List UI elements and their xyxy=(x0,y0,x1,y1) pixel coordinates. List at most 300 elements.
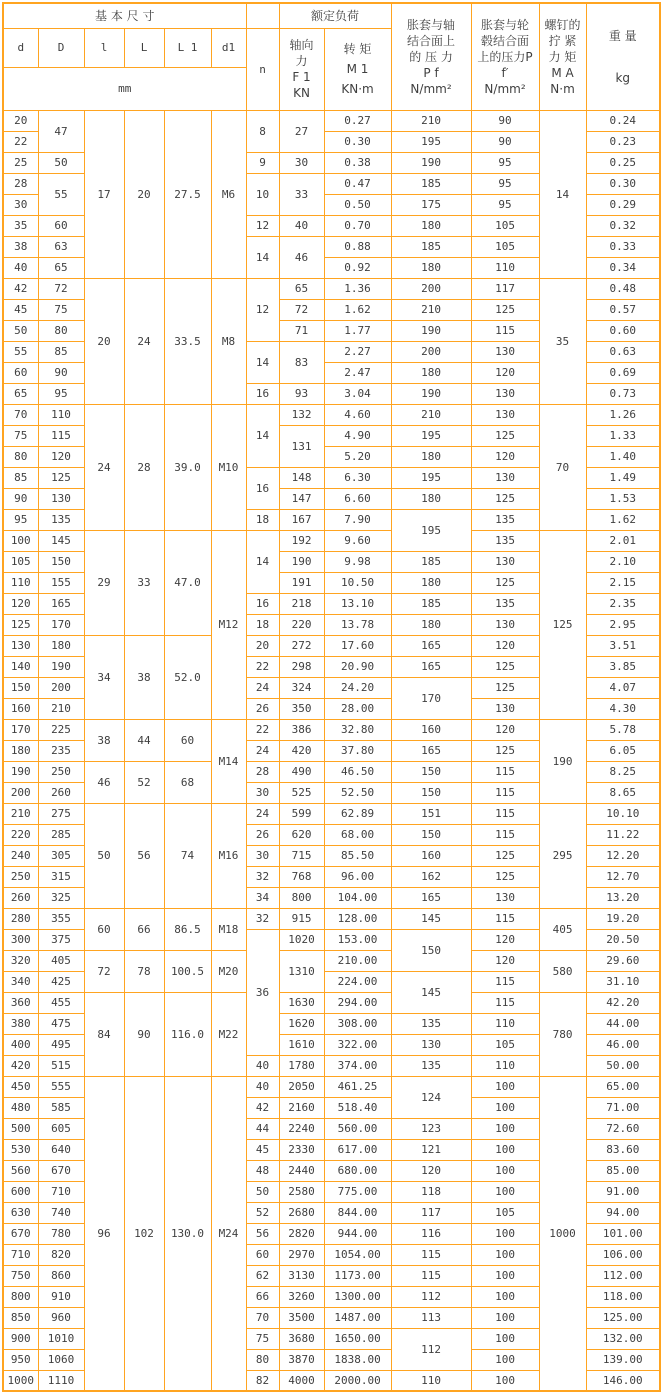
cell-Pf: 120 xyxy=(391,1160,471,1181)
cell-d: 85 xyxy=(3,467,38,488)
cell-l: 20 xyxy=(84,278,124,404)
cell-d: 480 xyxy=(3,1097,38,1118)
cell-L: 20 xyxy=(124,110,164,278)
cell-Pf-hub: 95 xyxy=(471,152,539,173)
header-line: 轴向 xyxy=(289,38,314,52)
cell-Pf-hub: 90 xyxy=(471,110,539,131)
cell-F1: 218 xyxy=(279,593,324,614)
cell-l: 84 xyxy=(84,992,124,1076)
cell-n: 24 xyxy=(246,677,279,698)
cell-kg: 112.00 xyxy=(586,1265,660,1286)
cell-kg: 0.33 xyxy=(586,236,660,257)
cell-Pf-hub: 95 xyxy=(471,173,539,194)
cell-Pf-hub: 110 xyxy=(471,1013,539,1034)
cell-Pf-hub: 130 xyxy=(471,698,539,719)
cell-Pf: 135 xyxy=(391,1013,471,1034)
cell-D: 355 xyxy=(38,908,84,929)
cell-kg: 2.35 xyxy=(586,593,660,614)
cell-kg: 31.10 xyxy=(586,971,660,992)
cell-L1: 52.0 xyxy=(164,635,211,719)
cell-d: 35 xyxy=(3,215,38,236)
cell-D: 275 xyxy=(38,803,84,824)
cell-Pf: 165 xyxy=(391,656,471,677)
cell-F1: 1020 xyxy=(279,929,324,950)
cell-F1: 132 xyxy=(279,404,324,425)
table-row xyxy=(3,1076,660,1097)
cell-D: 145 xyxy=(38,530,84,551)
cell-M1: 2.27 xyxy=(324,341,391,362)
cell-F1: 131 xyxy=(279,425,324,467)
cell-d: 400 xyxy=(3,1034,38,1055)
cell-F1: 324 xyxy=(279,677,324,698)
cell-kg: 71.00 xyxy=(586,1097,660,1118)
cell-Pf-hub: 100 xyxy=(471,1097,539,1118)
cell-Pf-hub: 95 xyxy=(471,194,539,215)
cell-D: 55 xyxy=(38,173,84,215)
cell-Pf-hub: 125 xyxy=(471,488,539,509)
cell-D: 740 xyxy=(38,1202,84,1223)
cell-M1: 153.00 xyxy=(324,929,391,950)
table-body xyxy=(3,110,660,1391)
cell-n: 80 xyxy=(246,1349,279,1370)
cell-M1: 210.00 xyxy=(324,950,391,971)
cell-D: 85 xyxy=(38,341,84,362)
header-line: M 1 xyxy=(346,62,369,76)
cell-kg: 1.49 xyxy=(586,467,660,488)
cell-Pf-hub: 130 xyxy=(471,467,539,488)
cell-kg: 101.00 xyxy=(586,1223,660,1244)
cell-d: 180 xyxy=(3,740,38,761)
cell-D: 710 xyxy=(38,1181,84,1202)
cell-F1: 191 xyxy=(279,572,324,593)
cell-kg: 0.24 xyxy=(586,110,660,131)
cell-d: 45 xyxy=(3,299,38,320)
cell-kg: 4.07 xyxy=(586,677,660,698)
header-line: P f xyxy=(423,65,439,80)
cell-Pf-hub: 125 xyxy=(471,845,539,866)
cell-D: 860 xyxy=(38,1265,84,1286)
cell-Pf-hub: 125 xyxy=(471,866,539,887)
cell-MA: 190 xyxy=(539,719,586,803)
cell-Pf-hub: 110 xyxy=(471,257,539,278)
cell-Pf: 112 xyxy=(391,1328,471,1370)
header-col-L1: L 1 xyxy=(164,28,211,67)
cell-kg: 0.25 xyxy=(586,152,660,173)
cell-n: 16 xyxy=(246,467,279,509)
cell-Pf-hub: 125 xyxy=(471,677,539,698)
cell-F1: 2820 xyxy=(279,1223,324,1244)
cell-d1: M12 xyxy=(211,530,246,719)
header-line: N/mm² xyxy=(410,81,452,96)
cell-Pf-hub: 120 xyxy=(471,719,539,740)
cell-L: 33 xyxy=(124,530,164,635)
cell-M1: 1650.00 xyxy=(324,1328,391,1349)
cell-Pf: 185 xyxy=(391,551,471,572)
cell-F1: 40 xyxy=(279,215,324,236)
header-line: F 1 xyxy=(292,70,311,84)
cell-Pf-hub: 130 xyxy=(471,383,539,404)
cell-kg: 12.20 xyxy=(586,845,660,866)
header-hub-pressure xyxy=(471,3,539,110)
cell-Pf-hub: 130 xyxy=(471,341,539,362)
cell-M1: 2.47 xyxy=(324,362,391,383)
cell-Pf-hub: 115 xyxy=(471,908,539,929)
header-col-d: d xyxy=(3,28,38,67)
cell-Pf: 180 xyxy=(391,362,471,383)
cell-F1: 1620 xyxy=(279,1013,324,1034)
cell-d: 450 xyxy=(3,1076,38,1097)
cell-n: 16 xyxy=(246,593,279,614)
cell-kg: 10.10 xyxy=(586,803,660,824)
cell-n: 36 xyxy=(246,929,279,1055)
cell-Pf: 200 xyxy=(391,341,471,362)
table-row xyxy=(3,530,660,551)
cell-Pf-hub: 100 xyxy=(471,1349,539,1370)
cell-M1: 461.25 xyxy=(324,1076,391,1097)
cell-F1: 386 xyxy=(279,719,324,740)
cell-M1: 5.20 xyxy=(324,446,391,467)
cell-Pf-hub: 110 xyxy=(471,1055,539,1076)
cell-l: 17 xyxy=(84,110,124,278)
table-row xyxy=(3,908,660,929)
cell-MA: 405 xyxy=(539,908,586,950)
cell-Pf: 180 xyxy=(391,446,471,467)
cell-F1: 715 xyxy=(279,845,324,866)
cell-kg: 19.20 xyxy=(586,908,660,929)
cell-F1: 272 xyxy=(279,635,324,656)
cell-Pf: 117 xyxy=(391,1202,471,1223)
cell-d: 380 xyxy=(3,1013,38,1034)
cell-kg: 106.00 xyxy=(586,1244,660,1265)
cell-Pf: 185 xyxy=(391,593,471,614)
cell-F1: 3500 xyxy=(279,1307,324,1328)
cell-d: 300 xyxy=(3,929,38,950)
cell-l: 24 xyxy=(84,404,124,530)
cell-F1: 2330 xyxy=(279,1139,324,1160)
cell-D: 135 xyxy=(38,509,84,530)
cell-Pf: 165 xyxy=(391,887,471,908)
cell-d1: M20 xyxy=(211,950,246,992)
cell-d: 560 xyxy=(3,1160,38,1181)
cell-n: 14 xyxy=(246,530,279,593)
cell-kg: 1.26 xyxy=(586,404,660,425)
cell-D: 305 xyxy=(38,845,84,866)
cell-Pf: 165 xyxy=(391,635,471,656)
header-line: 上的压力P xyxy=(477,49,533,64)
cell-D: 65 xyxy=(38,257,84,278)
cell-MA: 580 xyxy=(539,950,586,992)
cell-M1: 32.80 xyxy=(324,719,391,740)
table-row xyxy=(3,950,660,971)
cell-D: 200 xyxy=(38,677,84,698)
cell-F1: 2160 xyxy=(279,1097,324,1118)
cell-Pf-hub: 115 xyxy=(471,992,539,1013)
cell-M1: 1173.00 xyxy=(324,1265,391,1286)
cell-Pf-hub: 120 xyxy=(471,635,539,656)
cell-kg: 4.30 xyxy=(586,698,660,719)
cell-Pf-hub: 90 xyxy=(471,131,539,152)
cell-F1: 167 xyxy=(279,509,324,530)
cell-n: 66 xyxy=(246,1286,279,1307)
cell-kg: 3.85 xyxy=(586,656,660,677)
cell-kg: 65.00 xyxy=(586,1076,660,1097)
cell-D: 125 xyxy=(38,467,84,488)
cell-kg: 83.60 xyxy=(586,1139,660,1160)
cell-D: 555 xyxy=(38,1076,84,1097)
cell-kg: 12.70 xyxy=(586,866,660,887)
cell-Pf: 150 xyxy=(391,929,471,971)
cell-Pf: 195 xyxy=(391,467,471,488)
cell-M1: 1487.00 xyxy=(324,1307,391,1328)
cell-d: 22 xyxy=(3,131,38,152)
cell-kg: 1.62 xyxy=(586,509,660,530)
header-line: N·m xyxy=(550,81,575,96)
cell-F1: 768 xyxy=(279,866,324,887)
cell-n: 22 xyxy=(246,656,279,677)
cell-d: 530 xyxy=(3,1139,38,1160)
cell-Pf: 110 xyxy=(391,1370,471,1391)
cell-Pf: 180 xyxy=(391,215,471,236)
cell-Pf-hub: 120 xyxy=(471,362,539,383)
cell-D: 960 xyxy=(38,1307,84,1328)
cell-Pf-hub: 100 xyxy=(471,1139,539,1160)
cell-d: 55 xyxy=(3,341,38,362)
cell-kg: 0.29 xyxy=(586,194,660,215)
header-shaft-pressure xyxy=(391,3,471,110)
cell-d: 190 xyxy=(3,761,38,782)
cell-M1: 10.50 xyxy=(324,572,391,593)
cell-F1: 190 xyxy=(279,551,324,572)
cell-Pf-hub: 125 xyxy=(471,572,539,593)
cell-n: 75 xyxy=(246,1328,279,1349)
cell-d: 340 xyxy=(3,971,38,992)
cell-M1: 617.00 xyxy=(324,1139,391,1160)
header-col-n: n xyxy=(246,28,279,110)
cell-Pf: 185 xyxy=(391,236,471,257)
cell-L: 28 xyxy=(124,404,164,530)
cell-kg: 13.20 xyxy=(586,887,660,908)
cell-Pf-hub: 105 xyxy=(471,1034,539,1055)
cell-Pf-hub: 130 xyxy=(471,551,539,572)
cell-d: 200 xyxy=(3,782,38,803)
cell-M1: 0.70 xyxy=(324,215,391,236)
cell-D: 1060 xyxy=(38,1349,84,1370)
cell-d1: M24 xyxy=(211,1076,246,1391)
cell-M1: 322.00 xyxy=(324,1034,391,1055)
header-line: KN·m xyxy=(341,82,374,96)
cell-L1: 60 xyxy=(164,719,211,761)
cell-kg: 0.32 xyxy=(586,215,660,236)
cell-n: 28 xyxy=(246,761,279,782)
header-basic-dimensions: 基 本 尺 寸 xyxy=(3,3,246,28)
cell-F1: 72 xyxy=(279,299,324,320)
cell-D: 1010 xyxy=(38,1328,84,1349)
cell-l: 38 xyxy=(84,719,124,761)
header-torque xyxy=(324,28,391,110)
cell-n: 12 xyxy=(246,278,279,341)
cell-n: 18 xyxy=(246,614,279,635)
cell-d: 80 xyxy=(3,446,38,467)
cell-Pf: 210 xyxy=(391,404,471,425)
cell-d: 160 xyxy=(3,698,38,719)
header-row-top xyxy=(3,3,660,28)
header-line: 螺钉的 xyxy=(544,17,581,32)
cell-L1: 86.5 xyxy=(164,908,211,950)
cell-D: 115 xyxy=(38,425,84,446)
cell-L1: 68 xyxy=(164,761,211,803)
cell-kg: 0.57 xyxy=(586,299,660,320)
cell-d1: M16 xyxy=(211,803,246,908)
cell-n: 22 xyxy=(246,719,279,740)
cell-kg: 50.00 xyxy=(586,1055,660,1076)
cell-M1: 224.00 xyxy=(324,971,391,992)
cell-Pf: 123 xyxy=(391,1118,471,1139)
cell-Pf-hub: 135 xyxy=(471,509,539,530)
cell-Pf: 190 xyxy=(391,152,471,173)
cell-D: 405 xyxy=(38,950,84,971)
cell-d: 90 xyxy=(3,488,38,509)
cell-kg: 72.60 xyxy=(586,1118,660,1139)
cell-F1: 147 xyxy=(279,488,324,509)
cell-M1: 13.78 xyxy=(324,614,391,635)
cell-n: 56 xyxy=(246,1223,279,1244)
cell-n: 12 xyxy=(246,215,279,236)
cell-M1: 37.80 xyxy=(324,740,391,761)
cell-L1: 100.5 xyxy=(164,950,211,992)
cell-F1: 65 xyxy=(279,278,324,299)
cell-kg: 6.05 xyxy=(586,740,660,761)
cell-Pf: 130 xyxy=(391,1034,471,1055)
cell-l: 34 xyxy=(84,635,124,719)
cell-Pf: 116 xyxy=(391,1223,471,1244)
cell-kg: 94.00 xyxy=(586,1202,660,1223)
header-rated-load: 额定负荷 xyxy=(279,3,391,28)
cell-Pf: 121 xyxy=(391,1139,471,1160)
cell-M1: 24.20 xyxy=(324,677,391,698)
cell-D: 50 xyxy=(38,152,84,173)
cell-Pf-hub: 100 xyxy=(471,1286,539,1307)
cell-d1: M18 xyxy=(211,908,246,950)
cell-n: 20 xyxy=(246,635,279,656)
table-row xyxy=(3,803,660,824)
cell-D: 165 xyxy=(38,593,84,614)
table-row xyxy=(3,992,660,1013)
cell-M1: 374.00 xyxy=(324,1055,391,1076)
cell-kg: 2.15 xyxy=(586,572,660,593)
cell-Pf-hub: 115 xyxy=(471,320,539,341)
cell-kg: 139.00 xyxy=(586,1349,660,1370)
cell-M1: 0.27 xyxy=(324,110,391,131)
cell-F1: 2240 xyxy=(279,1118,324,1139)
cell-F1: 1630 xyxy=(279,992,324,1013)
cell-M1: 1838.00 xyxy=(324,1349,391,1370)
cell-Pf-hub: 100 xyxy=(471,1265,539,1286)
cell-F1: 298 xyxy=(279,656,324,677)
cell-l: 96 xyxy=(84,1076,124,1391)
cell-D: 180 xyxy=(38,635,84,656)
cell-M1: 560.00 xyxy=(324,1118,391,1139)
cell-M1: 6.30 xyxy=(324,467,391,488)
cell-D: 155 xyxy=(38,572,84,593)
cell-M1: 0.88 xyxy=(324,236,391,257)
cell-d: 25 xyxy=(3,152,38,173)
cell-l: 50 xyxy=(84,803,124,908)
cell-n: 52 xyxy=(246,1202,279,1223)
header-line: KN xyxy=(293,86,310,100)
cell-d1: M10 xyxy=(211,404,246,530)
header-line: f′ xyxy=(501,65,509,80)
cell-kg: 2.10 xyxy=(586,551,660,572)
header-weight xyxy=(586,3,660,110)
header-line: 拧 紧 xyxy=(548,33,577,48)
header-line: 力 矩 xyxy=(548,49,577,64)
cell-kg: 0.48 xyxy=(586,278,660,299)
cell-n: 48 xyxy=(246,1160,279,1181)
cell-D: 820 xyxy=(38,1244,84,1265)
cell-Pf: 150 xyxy=(391,824,471,845)
cell-F1: 2580 xyxy=(279,1181,324,1202)
cell-Pf: 115 xyxy=(391,1265,471,1286)
cell-Pf: 210 xyxy=(391,110,471,131)
cell-L: 102 xyxy=(124,1076,164,1391)
cell-kg: 2.01 xyxy=(586,530,660,551)
cell-Pf-hub: 100 xyxy=(471,1223,539,1244)
cell-M1: 3.04 xyxy=(324,383,391,404)
cell-n: 30 xyxy=(246,782,279,803)
cell-d: 220 xyxy=(3,824,38,845)
cell-d: 600 xyxy=(3,1181,38,1202)
cell-d: 670 xyxy=(3,1223,38,1244)
cell-M1: 4.90 xyxy=(324,425,391,446)
cell-Pf: 115 xyxy=(391,1244,471,1265)
cell-kg: 118.00 xyxy=(586,1286,660,1307)
cell-F1: 93 xyxy=(279,383,324,404)
cell-M1: 1054.00 xyxy=(324,1244,391,1265)
cell-F1: 490 xyxy=(279,761,324,782)
cell-l: 46 xyxy=(84,761,124,803)
cell-D: 63 xyxy=(38,236,84,257)
cell-Pf-hub: 100 xyxy=(471,1244,539,1265)
cell-kg: 0.30 xyxy=(586,173,660,194)
cell-Pf-hub: 105 xyxy=(471,1202,539,1223)
cell-Pf-hub: 115 xyxy=(471,824,539,845)
cell-n: 18 xyxy=(246,509,279,530)
cell-Pf-hub: 120 xyxy=(471,446,539,467)
cell-kg: 146.00 xyxy=(586,1370,660,1391)
cell-F1: 83 xyxy=(279,341,324,383)
cell-D: 780 xyxy=(38,1223,84,1244)
cell-M1: 294.00 xyxy=(324,992,391,1013)
table-row xyxy=(3,110,660,131)
cell-Pf: 150 xyxy=(391,761,471,782)
cell-kg: 29.60 xyxy=(586,950,660,971)
cell-d: 800 xyxy=(3,1286,38,1307)
cell-kg: 91.00 xyxy=(586,1181,660,1202)
header-col-D: D xyxy=(38,28,84,67)
cell-n: 8 xyxy=(246,110,279,152)
header-line: 毂结合面 xyxy=(481,33,530,48)
header-col-d1: d1 xyxy=(211,28,246,67)
cell-kg: 11.22 xyxy=(586,824,660,845)
cell-F1: 620 xyxy=(279,824,324,845)
header-line: 重 量 xyxy=(608,28,637,43)
cell-M1: 85.50 xyxy=(324,845,391,866)
cell-d: 150 xyxy=(3,677,38,698)
cell-Pf: 135 xyxy=(391,1055,471,1076)
cell-Pf-hub: 117 xyxy=(471,278,539,299)
cell-Pf-hub: 125 xyxy=(471,299,539,320)
cell-M1: 128.00 xyxy=(324,908,391,929)
